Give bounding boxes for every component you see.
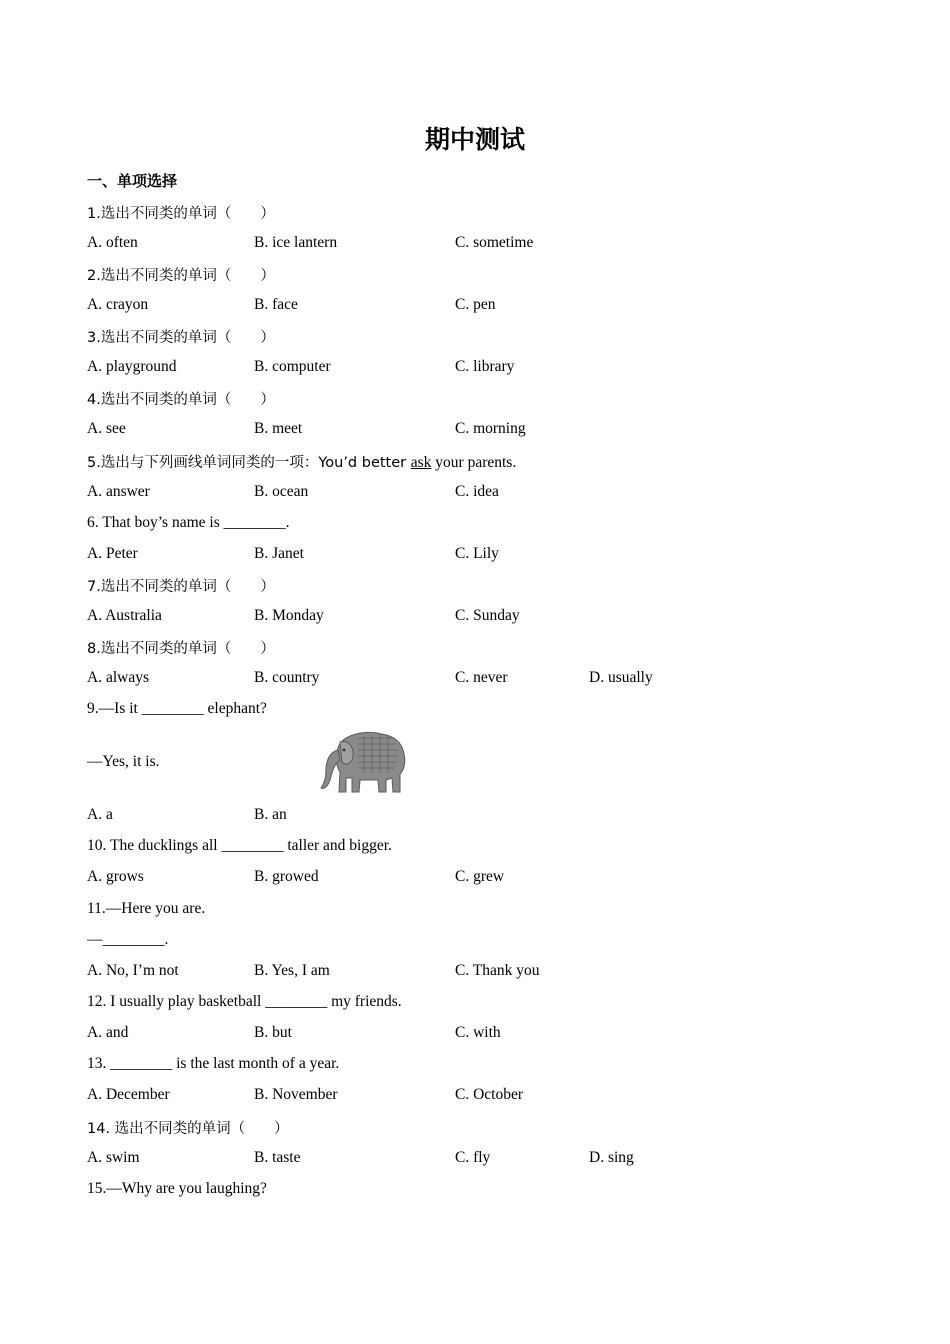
question-6-stem: 6. That boy’s name is ________.	[87, 514, 290, 531]
question-8-option-a: A. always	[87, 669, 149, 686]
question-3-option-a: A. playground	[87, 358, 177, 375]
question-10-option-c: C. grew	[455, 868, 505, 885]
question-8-option-b: B. country	[254, 669, 320, 686]
question-8-option-d: D. usually	[589, 669, 653, 686]
elephant-image	[318, 726, 412, 798]
question-11-option-c: C. Thank you	[455, 962, 540, 979]
question-6-option-b: B. Janet	[254, 545, 304, 562]
question-1-option-b: B. ice lantern	[254, 234, 338, 251]
question-6-option-a: A. Peter	[87, 545, 138, 562]
question-14-option-d: D. sing	[589, 1149, 634, 1166]
question-5-option-c: C. idea	[455, 483, 499, 500]
question-14-option-b: B. taste	[254, 1149, 301, 1166]
question-5-stem-suffix: your parents.	[431, 454, 517, 471]
question-12-option-a: A. and	[87, 1024, 129, 1041]
question-2-option-c: C. pen	[455, 296, 496, 313]
page-title: 期中测试	[424, 125, 525, 154]
question-11-answer-line: —________.	[87, 931, 169, 948]
question-10-option-b: B. growed	[254, 868, 319, 885]
question-7-option-a: A. Australia	[87, 607, 162, 624]
question-13-option-c: C. October	[455, 1086, 524, 1103]
question-11-stem: 11.—Here you are.	[87, 900, 206, 917]
question-3-option-b: B. computer	[254, 358, 331, 375]
question-5-stem-prefix: 5.选出与下列画线单词同类的一项：You’d better	[87, 455, 411, 471]
question-9-answer-line: —Yes, it is.	[87, 753, 160, 770]
question-11-option-b: B. Yes, I am	[254, 962, 330, 979]
underlined-word: ask	[410, 454, 432, 471]
section-heading: 一、单项选择	[87, 172, 178, 190]
question-1-stem: 1.选出不同类的单词（ ）	[87, 206, 275, 222]
question-4-option-a: A. see	[87, 420, 126, 437]
question-5-stem	[87, 451, 516, 472]
question-13-stem: 13. ________ is the last month of a year.	[87, 1055, 340, 1072]
question-12-option-c: C. with	[455, 1024, 501, 1041]
question-3-option-c: C. library	[455, 358, 515, 375]
question-2-option-a: A. crayon	[87, 296, 149, 313]
question-1-option-c: C. sometime	[455, 234, 534, 251]
question-9-option-a: A. a	[87, 806, 113, 823]
question-12-stem: 12. I usually play basketball ________ my friends.	[87, 993, 402, 1010]
question-14-stem: 14. 选出不同类的单词（ ）	[87, 1121, 289, 1137]
question-5-option-b: B. ocean	[254, 483, 309, 500]
question-14-option-a: A. swim	[87, 1149, 140, 1166]
question-13-option-a: A. December	[87, 1086, 170, 1103]
question-6-option-c: C. Lily	[455, 545, 499, 562]
question-15-stem: 15.—Why are you laughing?	[87, 1180, 267, 1197]
question-7-option-b: B. Monday	[254, 607, 324, 624]
question-2-stem: 2.选出不同类的单词（ ）	[87, 268, 275, 284]
question-10-stem: 10. The ducklings all ________ taller and bigger.	[87, 837, 392, 854]
question-12-option-b: B. but	[254, 1024, 292, 1041]
question-8-stem: 8.选出不同类的单词（ ）	[87, 641, 275, 657]
question-9-option-b: B. an	[254, 806, 287, 823]
question-2-option-b: B. face	[254, 296, 298, 313]
question-4-stem: 4.选出不同类的单词（ ）	[87, 392, 275, 408]
question-7-option-c: C. Sunday	[455, 607, 520, 624]
question-4-option-b: B. meet	[254, 420, 303, 437]
question-13-option-b: B. November	[254, 1086, 338, 1103]
question-4-option-c: C. morning	[455, 420, 526, 437]
question-11-option-a: A. No, I’m not	[87, 962, 179, 979]
question-10-option-a: A. grows	[87, 868, 144, 885]
question-3-stem: 3.选出不同类的单词（ ）	[87, 330, 275, 346]
question-9-stem: 9.—Is it ________ elephant?	[87, 700, 267, 717]
question-8-option-c: C. never	[455, 669, 508, 686]
question-14-option-c: C. fly	[455, 1149, 491, 1166]
question-7-stem: 7.选出不同类的单词（ ）	[87, 579, 275, 595]
question-1-option-a: A. often	[87, 234, 138, 251]
question-5-option-a: A. answer	[87, 483, 150, 500]
